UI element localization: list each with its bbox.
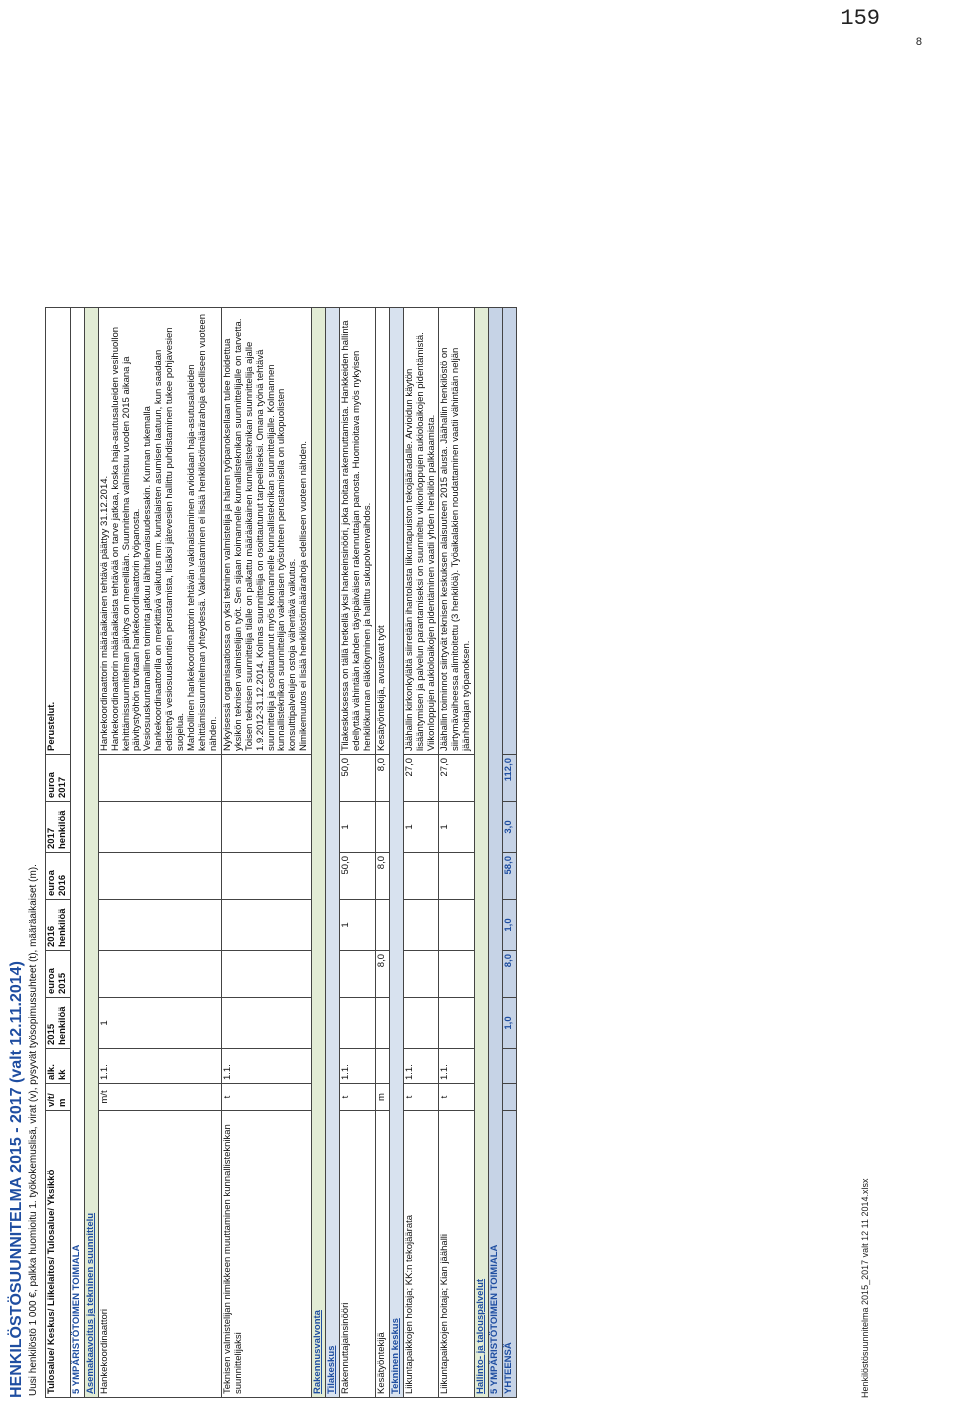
cell-name: Hankekoordinaattori bbox=[98, 1111, 221, 1398]
justification-line: Jäähallin toiminnot siirtyvät teknisen keskuksen alaisuuteen 2015 alusta. Jäähallin henkilöstö on siirtymävaiheessa alimitoitettu (3 henkilöä). Työaikalakien noudattaminen vaatii vähintään neljän jäänhoitajan työpanoksen. bbox=[439, 347, 473, 751]
total-name: YHTEENSÄ bbox=[503, 1111, 517, 1398]
cell-h2017 bbox=[375, 802, 389, 853]
cell-h2016 bbox=[221, 900, 311, 951]
cell-h2017: 1 bbox=[439, 802, 475, 853]
cell-name: Teknisen valmistelijan nimikkeen muuttaminen kunnallisteknikan suunnittelijaksi bbox=[221, 1111, 311, 1398]
justification-line: Hankekoordinaattorin määräaikaista tehtävää on tarve jatkaa, koska haja-asutusalueiden vesihuollon kehittämissuunnitelman päivitys on meneillään. Suunnitelma valmistuu vuoden 2015 aikana ja päivitystyöhön tarvitaan hankekoordinaattorin työpanosta. bbox=[109, 326, 143, 751]
cell-e2015 bbox=[439, 951, 475, 998]
cell-name: Rakennuttajainsinööri bbox=[340, 1111, 376, 1398]
cell-h2016 bbox=[375, 900, 389, 951]
table-row bbox=[439, 308, 475, 1398]
cell-e2015: 8,0 bbox=[375, 951, 389, 998]
cell-name: Kesätyöntekijä bbox=[375, 1111, 389, 1398]
cell-h2015 bbox=[403, 998, 439, 1049]
cell-h2015 bbox=[375, 998, 389, 1049]
section-row-asemakaavoitus bbox=[84, 308, 98, 1398]
cell-name: Liikuntapaikkojen hoitaja; Kian jäähalli bbox=[439, 1111, 475, 1398]
cell-alk: 1.1. bbox=[439, 1049, 475, 1084]
total-empty bbox=[503, 1049, 517, 1084]
header-h2017: 2017 henkilöä bbox=[46, 802, 71, 853]
cell-alk: 1.1. bbox=[221, 1049, 311, 1084]
cell-vt: t bbox=[221, 1084, 311, 1111]
table-row bbox=[221, 308, 311, 1398]
side-number: 8 bbox=[915, 36, 922, 48]
cell-h2017 bbox=[221, 802, 311, 853]
cell-h2016 bbox=[439, 900, 475, 951]
cell-justification bbox=[439, 308, 475, 755]
document-title: HENKILÖSTÖSUUNNITELMA 2015 - 2017 (valt 12.11.2014) bbox=[8, 961, 25, 1398]
cell-alk: 1.1. bbox=[98, 1049, 221, 1084]
cell-name: Liikuntapaikkojen hoitaja; KK:n tekojäärata bbox=[403, 1111, 439, 1398]
section-label: Rakennusvalvonta bbox=[312, 308, 326, 1398]
header-h2015: 2015 henkilöä bbox=[46, 998, 71, 1049]
cell-vt: t bbox=[340, 1084, 376, 1111]
table-body bbox=[70, 308, 516, 1398]
section-row-rakennusvalvonta bbox=[312, 308, 326, 1398]
cell-h2017: 1 bbox=[340, 802, 376, 853]
cell-e2016 bbox=[403, 853, 439, 900]
total-e2016: 58,0 bbox=[503, 853, 517, 900]
cell-e2017 bbox=[221, 755, 311, 802]
justification-line: Mahdollinen hankekoordinaattorin tehtävän vakinaistaminen arvioidaan haja-asutusalueiden kehittämissuunnitelman yhteydessä. Vakinaistaminen ei lisää henkilöstömäärärahoja edelliseen vuoteen nähden. bbox=[186, 313, 219, 751]
total-e2015: 8,0 bbox=[503, 951, 517, 998]
cell-h2015 bbox=[221, 998, 311, 1049]
cell-h2015 bbox=[340, 998, 376, 1049]
cell-vt: t bbox=[439, 1084, 475, 1111]
total-h2015: 1,0 bbox=[503, 998, 517, 1049]
section-label: Tekninen keskus bbox=[389, 308, 403, 1398]
justification-line: Hankekoordinaattorin määräaikainen tehtävä päättyy 31.12.2014. bbox=[98, 475, 110, 751]
cell-alk bbox=[375, 1049, 389, 1084]
total-row-label bbox=[489, 308, 503, 1398]
justification-line: Jäähallin kirkonkylältä siirretään ihantolasta liikuntapuiston tekojääradalle. Arvioidun käytön lisääntymisen ja palvelun parantamiseksi on suunniteltu viikonloppujen aukioloaikojen pidentämistä. Viikonloppujen aukioloaikojen pidentäminen vaatii yhden henkilön palkkaamista. bbox=[403, 332, 437, 751]
cell-h2016 bbox=[403, 900, 439, 951]
justification-line: Nykyisessä organisaatiossa on yksi tekninen valmistelija ja hänen työpanoksellaan tulee hoidettua yksikön teknisen valmistelijan työt. Sen sijaan koimannelle kunnallisteknikan suunnittelijalle on tarvetta. Toisen teknisen suunnittelija tilalle on palkattu määräaikainen kunnallisteknikan suunnittelija ajalle 1.9.2012-31.12.2014. Kolmas suunnittelija on osoittautunut tarpeelliseksi. Omana työnä tehtävä suunnittelija ja osoittautunut myös kolmannelle kunnallisteknikan suunnittelijalle. Kolmannen kunnallisteknikan suunnittelijan vakinaisen työsuhteen perustamisella on ulkopuolisten konsulttipalvelujen ostoja vähentävä vaikutus. bbox=[221, 318, 299, 751]
budget-table bbox=[45, 307, 517, 1398]
rotated-sheet bbox=[0, 10, 890, 1410]
cell-h2015: 1 bbox=[98, 998, 221, 1049]
cell-h2015 bbox=[439, 998, 475, 1049]
total-label: 5 YMPÄRISTÖTOIMEN TOIMIALA bbox=[489, 308, 503, 1398]
total-empty bbox=[503, 1084, 517, 1111]
cell-justification bbox=[375, 308, 389, 755]
cell-e2017: 27,0 bbox=[403, 755, 439, 802]
cell-e2016: 50,0 bbox=[340, 853, 376, 900]
header-e2015: euroa 2015 bbox=[46, 951, 71, 998]
cell-vt: t bbox=[403, 1084, 439, 1111]
cell-e2016 bbox=[439, 853, 475, 900]
cell-e2015 bbox=[221, 951, 311, 998]
section-row-ymp bbox=[70, 308, 84, 1398]
header-justification: Perustelut. bbox=[46, 308, 71, 755]
cell-justification bbox=[221, 308, 311, 755]
document-subtitle: Uusi henkilöstö 1 000 €, palkka huomioitu 1. työkokemuslisä, virat (v), pysyvät työsopimussuhteet (t), määräaikaiset (m). bbox=[28, 864, 39, 1396]
section-row-hallinto bbox=[475, 308, 489, 1398]
section-label: Tilakeskus bbox=[326, 308, 340, 1398]
cell-vt: m/t bbox=[98, 1084, 221, 1111]
cell-e2017 bbox=[98, 755, 221, 802]
cell-e2015 bbox=[340, 951, 376, 998]
section-label: Hallinto- ja talouspalvelut bbox=[475, 308, 489, 1398]
header-e2016: euroa 2016 bbox=[46, 853, 71, 900]
cell-h2016: 1 bbox=[340, 900, 376, 951]
cell-alk: 1.1. bbox=[403, 1049, 439, 1084]
justification-line: Tilakeskuksessa on tällä hetkellä yksi hankeinsinööri, joka hoitaa rakennuttamista. Hankkeiden hallinta edellyttää vähintään kahden täysipäiväisen rakennuttajan panosta. Huomioitava myös nykyisen henkilökunnan eläköityminen ja hallittu sukupolvenvaihdos. bbox=[340, 320, 373, 751]
file-footer: Henkilöstösuunnitelma 2015_2017 valt 12 11 2014.xlsx bbox=[860, 1178, 870, 1398]
section-row-tilakeskus bbox=[326, 308, 340, 1398]
justification-line: Vesiosuuskuntamallinen toiminta jatkuu lähitulevaisuudessakin. Kunnan tukemalla hankekoordinaattorilla on merkittävä vaikutus mm. kuntalaisten asumisen laatuun, kun saadaan edistettyä vesiosuuskuntien perustamista, lisäksi jätevesien hallittu puhdistaminen tukee pohjavesien suojelua. bbox=[142, 327, 187, 751]
header-row bbox=[46, 308, 71, 1398]
header-e2017: euroa 2017 bbox=[46, 755, 71, 802]
total-justification bbox=[503, 308, 517, 755]
header-vt: v/t/ m bbox=[46, 1084, 71, 1111]
table-row bbox=[98, 308, 221, 1398]
cell-e2016: 8,0 bbox=[375, 853, 389, 900]
cell-h2017 bbox=[98, 802, 221, 853]
cell-e2017: 27,0 bbox=[439, 755, 475, 802]
header-h2016: 2016 henkilöä bbox=[46, 900, 71, 951]
page-number: 159 bbox=[840, 6, 880, 31]
header-name: Tulosalue/ Keskus/ Liikelaitos/ Tulosalue/ Yksikkö bbox=[46, 1111, 71, 1398]
cell-e2016 bbox=[98, 853, 221, 900]
section-row-tekninen_keskus bbox=[389, 308, 403, 1398]
table-row bbox=[403, 308, 439, 1398]
cell-h2017: 1 bbox=[403, 802, 439, 853]
table-row bbox=[375, 308, 389, 1398]
section-label: 5 YMPÄRISTÖTOIMEN TOIMIALA bbox=[70, 308, 84, 1398]
cell-e2017: 50,0 bbox=[340, 755, 376, 802]
total-row bbox=[503, 308, 517, 1398]
section-label: Asemakaavoitus ja tekninen suunnittelu bbox=[84, 308, 98, 1398]
cell-justification bbox=[340, 308, 376, 755]
table-row bbox=[340, 308, 376, 1398]
cell-e2016 bbox=[221, 853, 311, 900]
cell-justification bbox=[98, 308, 221, 755]
total-h2017: 3,0 bbox=[503, 802, 517, 853]
cell-alk: 1.1. bbox=[340, 1049, 376, 1084]
total-h2016: 1,0 bbox=[503, 900, 517, 951]
cell-justification bbox=[403, 308, 439, 755]
cell-e2017: 8,0 bbox=[375, 755, 389, 802]
cell-e2015 bbox=[98, 951, 221, 998]
justification-line: Nimikemuutos ei lisää henkilöstömäärärahoja edelliseen vuoteen nähden. bbox=[298, 441, 310, 751]
cell-e2015 bbox=[403, 951, 439, 998]
total-e2017: 112,0 bbox=[503, 755, 517, 802]
header-alk: alk. kk bbox=[46, 1049, 71, 1084]
cell-vt: m bbox=[375, 1084, 389, 1111]
justification-line: Kesätyöntekijä, avustavat työt bbox=[375, 625, 387, 751]
cell-h2016 bbox=[98, 900, 221, 951]
